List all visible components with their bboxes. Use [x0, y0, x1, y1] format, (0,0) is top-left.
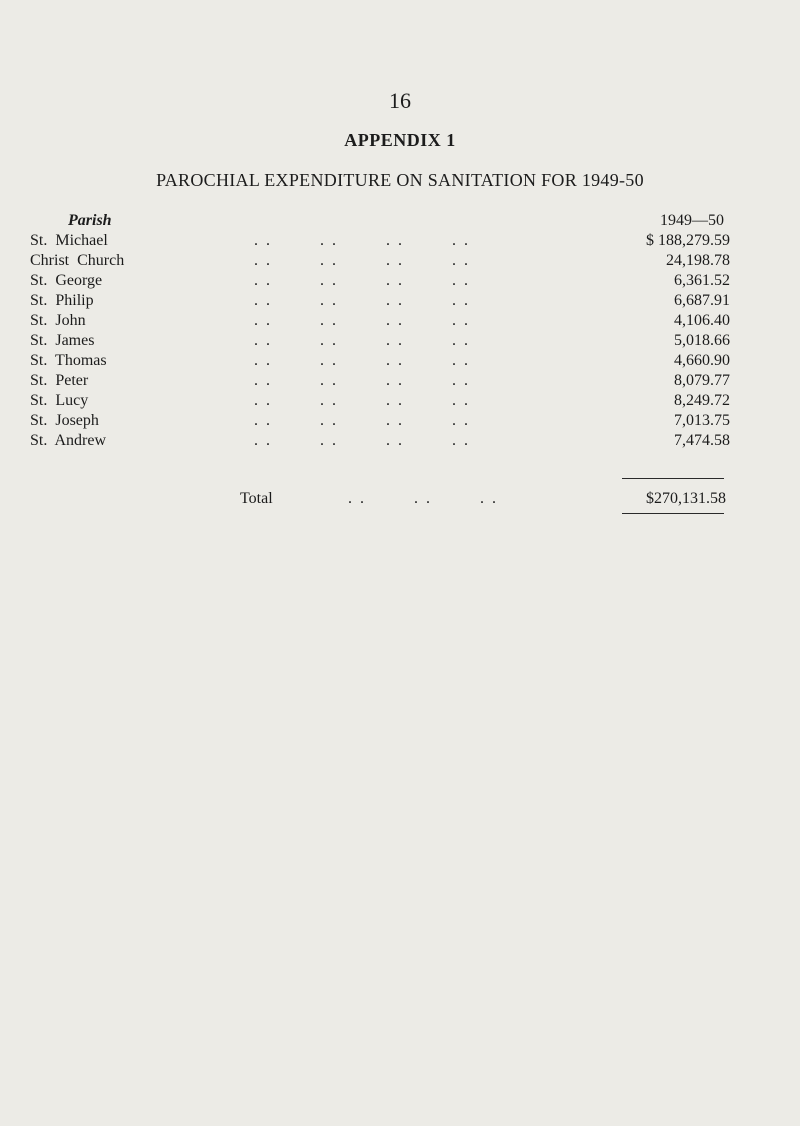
expenditure-amount: 4,660.90 [674, 352, 730, 369]
expenditure-table [30, 212, 730, 452]
parish-name: Christ Church [30, 252, 125, 269]
table-row [30, 312, 730, 332]
total-amount: $270,131.58 [646, 490, 726, 507]
total-top-rule [622, 478, 724, 479]
leader-dots: . . . . . . [348, 490, 498, 507]
table-row [30, 272, 730, 292]
table-row [30, 372, 730, 392]
expenditure-amount: 4,106.40 [674, 312, 730, 329]
parish-name: St. Thomas [30, 352, 107, 369]
leader-dots: . . . . . . . . [254, 332, 470, 349]
parish-name: St. Philip [30, 292, 94, 309]
expenditure-amount: 6,687.91 [674, 292, 730, 309]
leader-dots: . . . . . . . . [254, 372, 470, 389]
parish-name: St. George [30, 272, 103, 289]
expenditure-amount: 7,013.75 [674, 412, 730, 429]
expenditure-amount: 24,198.78 [666, 252, 730, 269]
parish-name: St. James [30, 332, 95, 349]
appendix-title: APPENDIX 1 [344, 130, 456, 150]
total-bottom-rule [622, 513, 724, 514]
leader-dots: . . . . . . . . [254, 392, 470, 409]
table-row [30, 432, 730, 452]
parish-name: St. Joseph [30, 412, 99, 429]
parish-name: St. Peter [30, 372, 89, 389]
parish-name: St. John [30, 312, 86, 329]
table-row [30, 232, 730, 252]
table-row [30, 332, 730, 352]
table-row [30, 392, 730, 412]
expenditure-amount: 6,361.52 [674, 272, 730, 289]
leader-dots: . . . . . . . . [254, 352, 470, 369]
document-title: PAROCHIAL EXPENDITURE ON SANITATION FOR 1949-50 [156, 170, 644, 190]
expenditure-amount: 7,474.58 [674, 432, 730, 449]
leader-dots: . . . . . . . . [254, 232, 470, 249]
table-header-row [30, 212, 730, 232]
expenditure-amount: 8,249.72 [674, 392, 730, 409]
parish-name: St. Andrew [30, 432, 106, 449]
leader-dots: . . . . . . . . [254, 292, 470, 309]
total-label: Total [240, 490, 273, 507]
expenditure-amount: 8,079.77 [674, 372, 730, 389]
page-number: 16 [389, 88, 411, 113]
year-column-header: 1949—50 [660, 212, 724, 229]
parish-column-header: Parish [68, 212, 112, 229]
leader-dots: . . . . . . . . [254, 412, 470, 429]
parish-name: St. Lucy [30, 392, 89, 409]
parish-name: St. Michael [30, 232, 108, 249]
table-row [30, 292, 730, 312]
leader-dots: . . . . . . . . [254, 312, 470, 329]
table-row [30, 352, 730, 372]
leader-dots: . . . . . . . . [254, 252, 470, 269]
expenditure-amount: 5,018.66 [674, 332, 730, 349]
table-row [30, 412, 730, 432]
table-row [30, 252, 730, 272]
leader-dots: . . . . . . . . [254, 432, 470, 449]
leader-dots: . . . . . . . . [254, 272, 470, 289]
expenditure-amount: $ 188,279.59 [646, 232, 730, 249]
total-row [30, 490, 730, 512]
